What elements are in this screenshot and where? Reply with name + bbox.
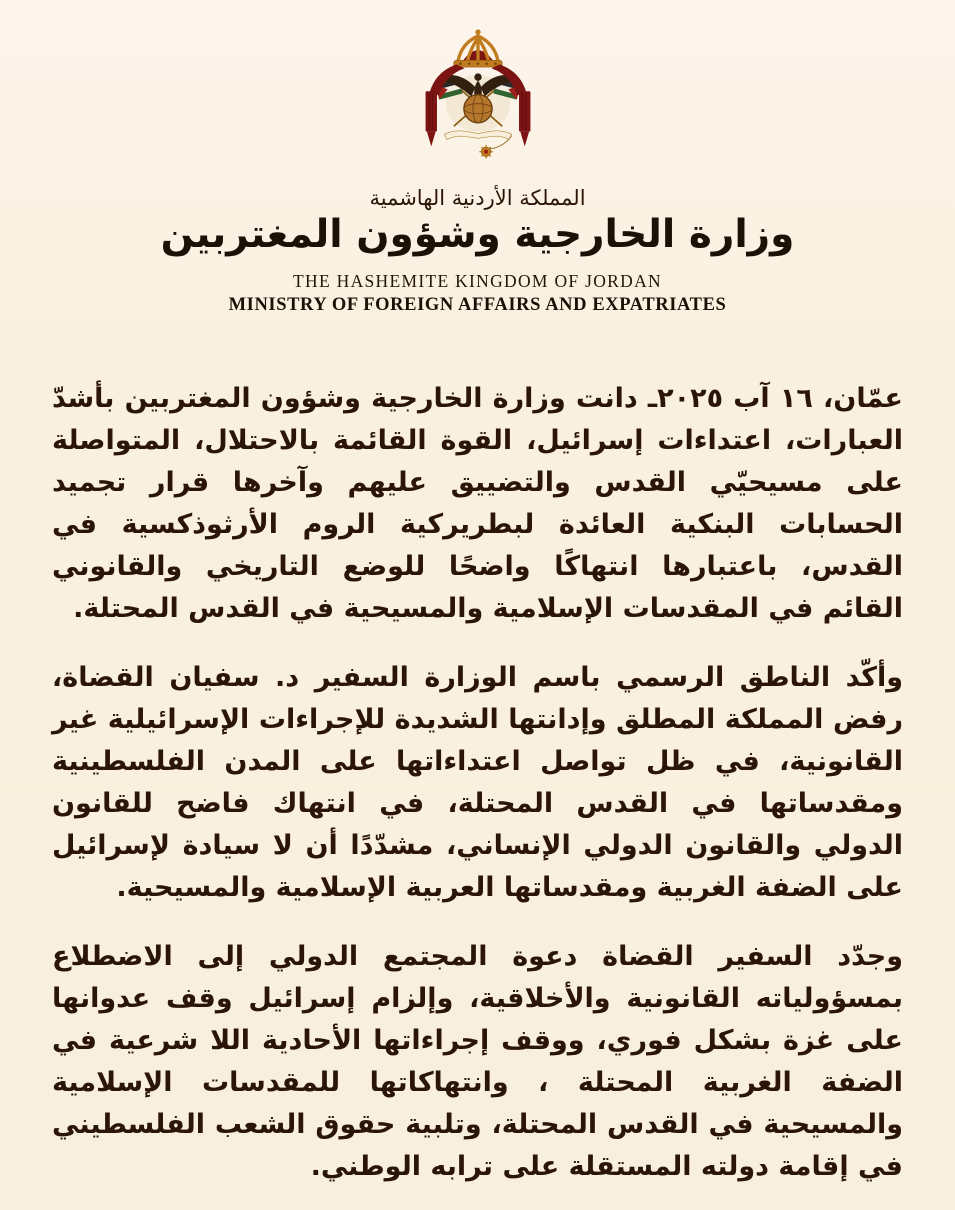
order-medal <box>479 145 492 158</box>
letterhead <box>0 0 955 316</box>
ministry-name-arabic-calligraphy: وزارة الخارجية وشؤون المغتربين <box>160 212 795 257</box>
kingdom-name-arabic: المملكة الأردنية الهاشمية <box>369 186 586 210</box>
statement-body <box>0 378 955 1188</box>
arabic-paragraph-2: وأكّد الناطق الرسمي باسم الوزارة السفير د. سفيان القضاة، رفض المملكة المطلق وإدانتها الشديدة للإجراءات الإسرائيلية غير القانونية، في ظل تواصل اعتداءاتها على المدن الفلسطينية ومقدساتها في القدس المحتلة، في انتهاك فاضح للقانون الدولي والقانون الدولي الإنساني، مشدّدًا أن لا سيادة لإسرائيل على الضفة الغربية ومقدساتها العربية الإسلامية والمسيحية. <box>52 662 903 903</box>
arabic-paragraph-3: وجدّد السفير القضاة دعوة المجتمع الدولي إلى الاضطلاع بمسؤولياته القانونية والأخلاقية، وإلزام إسرائيل وقف عدوانها على غزة بشكل فوري، ووقف إجراءاتها الأحادية اللا شرعية في الضفة الغربية المحتلة ، وانتهاكاتها للمقدسات الإسلامية والمسيحية في القدس المحتلة، وتلبية حقوق الشعب الفلسطيني في إقامة دولته المستقلة على ترابه الوطني. <box>52 941 903 1182</box>
arabic-paragraph-1: عمّان، ١٦ آب ٢٠٢٥ـ دانت وزارة الخارجية وشؤون المغتربين بأشدّ العبارات، اعتداءات إسرائيل، القوة القائمة بالاحتلال، المتواصلة على مسيحيّي القدس والتضييق عليهم وآخرها قرار تجميد الحسابات البنكية العائدة لبطريركية الروم الأرثوذكسية في القدس، باعتبارها انتهاكًا واضحًا للوضع التاريخي والقانوني القائم في المقدسات الإسلامية والمسيحية في القدس المحتلة. <box>52 383 904 624</box>
ministry-name-english: MINISTRY OF FOREIGN AFFAIRS AND EXPATRIATES <box>228 295 727 315</box>
kingdom-name-english: THE HASHEMITE KINGDOM OF JORDAN <box>293 271 662 291</box>
jordan-coat-of-arms-icon <box>404 24 552 182</box>
